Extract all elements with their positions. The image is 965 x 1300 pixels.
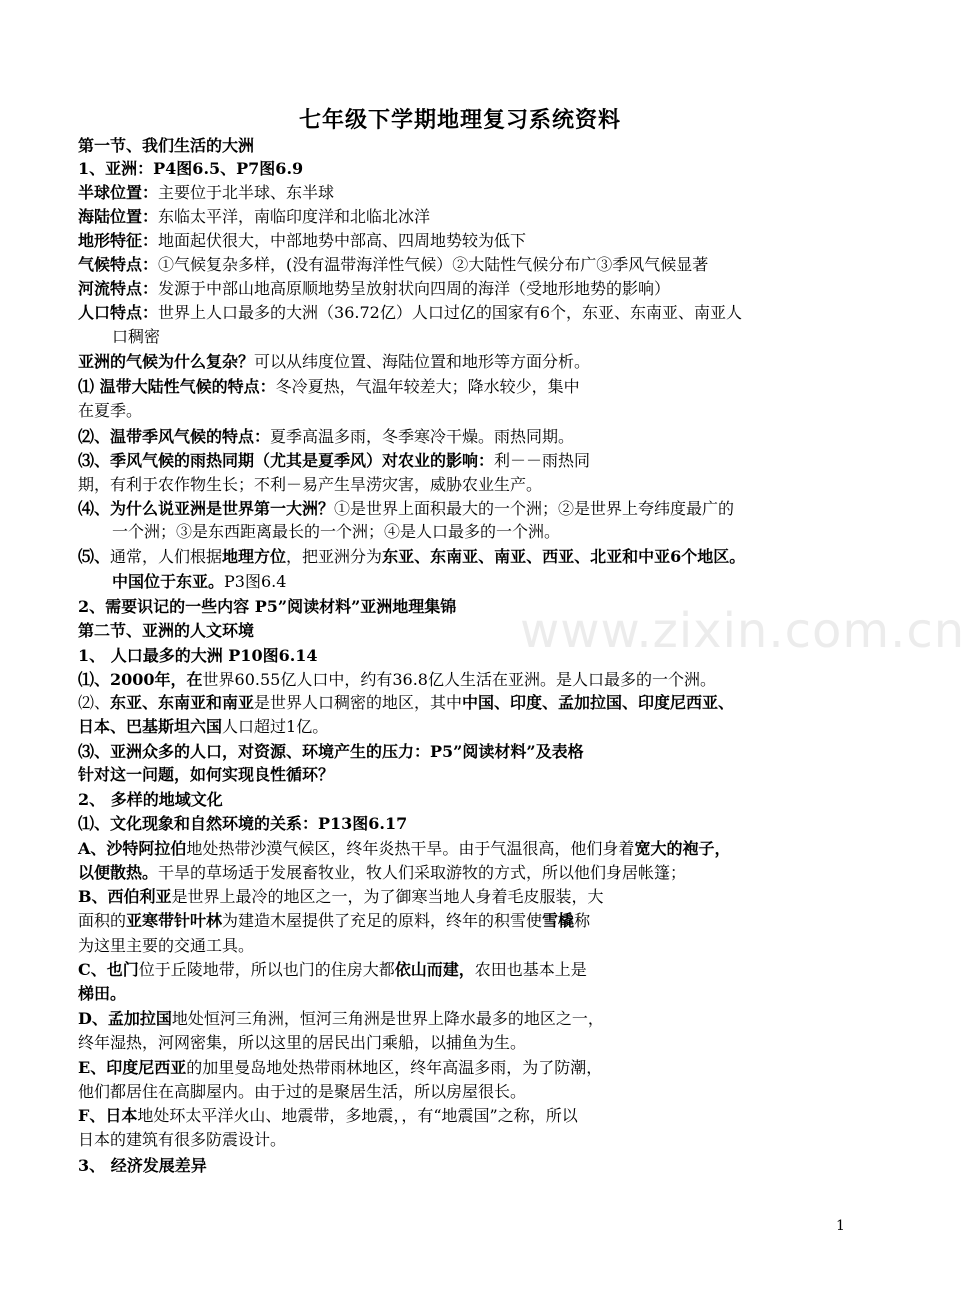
text-line: [78, 597, 456, 617]
text-run: 地面起伏很大，中部地势中部高、四周地势较为低下: [158, 231, 527, 250]
text-run: 人口超过1亿。: [222, 717, 329, 736]
bold-text-run: 中国、印度、孟加拉国、印度尼西亚、: [462, 693, 735, 712]
text-run: 地处热带沙漠气候区，终年炎热干旱。由于气温很高，他们身着: [186, 839, 635, 858]
text-line: [78, 159, 303, 179]
text-line: [78, 646, 318, 666]
text-run: P3图6.4: [224, 572, 287, 591]
bold-text-run: E、印度尼西亚: [78, 1058, 187, 1077]
bold-text-run: 第一节、我们生活的大洲: [78, 136, 255, 155]
text-run: 冬冷夏热，气温年较差大；降水较少，集中: [275, 377, 580, 396]
bold-text-run: C、也门: [78, 960, 139, 979]
bold-text-run: 2、 多样的地域文化: [78, 790, 223, 809]
document-title: 七年级下学期地理复习系统资料: [298, 107, 621, 133]
watermark: www.zixin.com.cn: [520, 603, 965, 659]
bold-text-run: 依山而建，: [394, 960, 475, 979]
text-line: [78, 742, 584, 762]
text-run: 是世界人口稠密的地区，其中: [254, 693, 463, 712]
bold-text-run: 梯田。: [78, 984, 127, 1003]
bold-text-run: P4图6.5、P7图6.9: [153, 159, 304, 178]
bold-text-run: ⑶、季风气候的雨热同期（尤其是夏季风）对农业的影响：: [78, 451, 495, 470]
text-run: 口稠密: [112, 327, 161, 346]
text-run: 世界上人口最多的大洲（36.72亿）人口过亿的国家有6个，东亚、东南亚、南亚人: [158, 303, 743, 322]
bold-text-run: 1、亚洲：: [78, 159, 154, 178]
bold-text-run: 日本、巴基斯坦六国: [78, 717, 223, 736]
text-run: 干旱的草场适于发展畜牧业，牧人们采取游牧的方式，所以他们身居帐篷；: [158, 863, 687, 882]
text-line: [78, 499, 734, 519]
bold-text-run: ⑶、亚洲众多的人口，对资源、环境产生的压力：P5”阅读材料”及表格: [78, 742, 584, 761]
text-line: [78, 814, 407, 834]
text-line: [78, 984, 126, 1004]
text-line: [78, 1156, 207, 1176]
text-line: [78, 377, 580, 397]
text-run: ①是世界上面积最大的一个洲；②是世界上夸纬度最广的: [334, 499, 735, 518]
text-line: [78, 136, 254, 156]
text-line: [78, 427, 574, 447]
text-line: [78, 401, 142, 421]
text-run: 为这里主要的交通工具。: [78, 936, 255, 955]
text-run: 东临太平洋，南临印度洋和北临北冰洋: [158, 207, 431, 226]
text-line: [78, 960, 587, 980]
text-line: [78, 911, 590, 931]
text-run: 他们都居住在高脚屋内。由于过的是聚居生活，所以房屋很长。: [78, 1082, 527, 1101]
bold-text-run: ⑸、: [78, 547, 111, 566]
text-run: 主要位于北半球、东半球: [158, 183, 335, 202]
bold-text-run: D、孟加拉国: [78, 1009, 172, 1028]
text-line: [78, 765, 334, 785]
bold-text-run: 以便散热。: [78, 863, 159, 882]
bold-text-run: 海陆位置：: [78, 207, 159, 226]
text-run: 为建造木屋提供了充足的原料，终年的积雪使: [222, 911, 543, 930]
text-run: 世界60.55亿人口中，约有36.8亿人生活在亚洲。是人口最多的一个洲。: [202, 670, 716, 689]
text-line: [78, 1033, 526, 1053]
text-line: [78, 863, 686, 883]
bold-text-run: 人口特点：: [78, 303, 159, 322]
text-line: [78, 887, 604, 907]
text-run: 面积的: [78, 911, 127, 930]
text-run: 终年湿热，河网密集，所以这里的居民出门乘船，以捕鱼为生。: [78, 1033, 527, 1052]
text-line: [112, 327, 160, 347]
text-line: [78, 255, 708, 275]
bold-text-run: B、西伯利亚: [78, 887, 172, 906]
text-line: [78, 451, 590, 471]
text-line: [78, 475, 542, 495]
bold-text-run: 针对这一问题，如何实现良性循环？: [78, 765, 335, 784]
text-line: [78, 1106, 578, 1126]
bold-text-run: 2、需要识记的一些内容 P5”阅读材料”亚洲地理集锦: [78, 597, 457, 616]
text-run: 农田也基本上是: [474, 960, 587, 979]
text-line: [78, 621, 254, 641]
text-line: [78, 231, 526, 251]
text-line: [78, 1009, 604, 1029]
bold-text-run: 亚寒带针叶林: [126, 911, 223, 930]
text-line: [78, 279, 670, 299]
text-run: 位于丘陵地带，所以也门的住房大都: [138, 960, 395, 979]
bold-text-run: 第二节、亚洲的人文环境: [78, 621, 255, 640]
text-run: ①气候复杂多样，(没有温带海洋性气候）②大陆性气候分布广③季风气候显著: [158, 255, 709, 274]
text-run: 地处环太平洋火山、地震带，多地震，，有“地震国”之称，所以: [137, 1106, 578, 1125]
bold-text-run: ⑴ 温带大陆性气候的特点：: [78, 377, 276, 396]
text-run: 通常，人们根据: [110, 547, 223, 566]
bold-text-run: ⑴、2000年，在: [78, 670, 203, 689]
text-run: 夏季高温多雨，冬季寒冷干燥。雨热同期。: [270, 427, 575, 446]
text-run: 是世界上最冷的地区之一，为了御寒当地人身着毛皮服装，大: [171, 887, 604, 906]
text-line: [78, 303, 742, 323]
text-line: [78, 839, 730, 859]
bold-text-run: ⑵、温带季风气候的特点：: [78, 427, 271, 446]
text-run: ⑵、: [78, 693, 111, 712]
text-line: [112, 572, 286, 592]
text-run: 利－－雨热同: [494, 451, 591, 470]
text-run: 一个洲；③是东西距离最长的一个洲；④是人口最多的一个洲。: [112, 522, 561, 541]
text-line: [78, 790, 223, 810]
text-run: 的加里曼岛地处热带雨林地区，终年高温多雨，为了防潮，: [186, 1058, 603, 1077]
text-run: 日本的建筑有很多防震设计。: [78, 1130, 287, 1149]
text-line: [112, 522, 560, 542]
text-line: [78, 207, 430, 227]
text-line: [78, 717, 328, 737]
text-run: 可以从纬度位置、海陆位置和地形等方面分析。: [254, 352, 591, 371]
text-line: [78, 936, 254, 956]
bold-text-run: 东亚、东南亚和南亚: [110, 693, 255, 712]
bold-text-run: 地理方位: [222, 547, 287, 566]
bold-text-run: 3、 经济发展差异: [78, 1156, 207, 1175]
bold-text-run: 1、 人口最多的大洲 P10图6.14: [78, 646, 318, 665]
bold-text-run: F、日本: [78, 1106, 138, 1125]
text-run: 在夏季。: [78, 401, 143, 420]
text-run: 期，有利于农作物生长；不利－易产生旱涝灾害，威胁农业生产。: [78, 475, 543, 494]
text-run: ，把亚洲分为: [286, 547, 383, 566]
bold-text-run: 亚洲的气候为什么复杂？: [78, 352, 255, 371]
text-line: [78, 183, 334, 203]
text-line: [78, 547, 745, 567]
text-line: [78, 1058, 602, 1078]
bold-text-run: 雪橇: [542, 911, 575, 930]
bold-text-run: 宽大的袍子，: [634, 839, 731, 858]
bold-text-run: 东亚、东南亚、南亚、西亚、北亚和中亚6个地区。: [382, 547, 746, 566]
text-run: 发源于中部山地高原顺地势呈放射状向四周的海洋（受地形地势的影响）: [158, 279, 671, 298]
text-run: 地处恒河三角洲，恒河三角洲是世界上降水最多的地区之一，: [171, 1009, 604, 1028]
text-line: [78, 1082, 526, 1102]
bold-text-run: A、沙特阿拉伯: [78, 839, 187, 858]
bold-text-run: 中国位于东亚。: [112, 572, 225, 591]
text-line: [78, 352, 590, 372]
bold-text-run: 河流特点：: [78, 279, 159, 298]
text-run: 称: [574, 911, 591, 930]
text-line: [78, 670, 716, 690]
text-line: [78, 1130, 286, 1150]
bold-text-run: 气候特点：: [78, 255, 159, 274]
bold-text-run: 半球位置：: [78, 183, 159, 202]
bold-text-run: ⑴、文化现象和自然环境的关系：P13图6.17: [78, 814, 408, 833]
text-line: [78, 693, 734, 713]
bold-text-run: ⑷、为什么说亚洲是世界第一大洲？: [78, 499, 335, 518]
bold-text-run: 地形特征：: [78, 231, 159, 250]
page-number: 1: [836, 1218, 845, 1234]
